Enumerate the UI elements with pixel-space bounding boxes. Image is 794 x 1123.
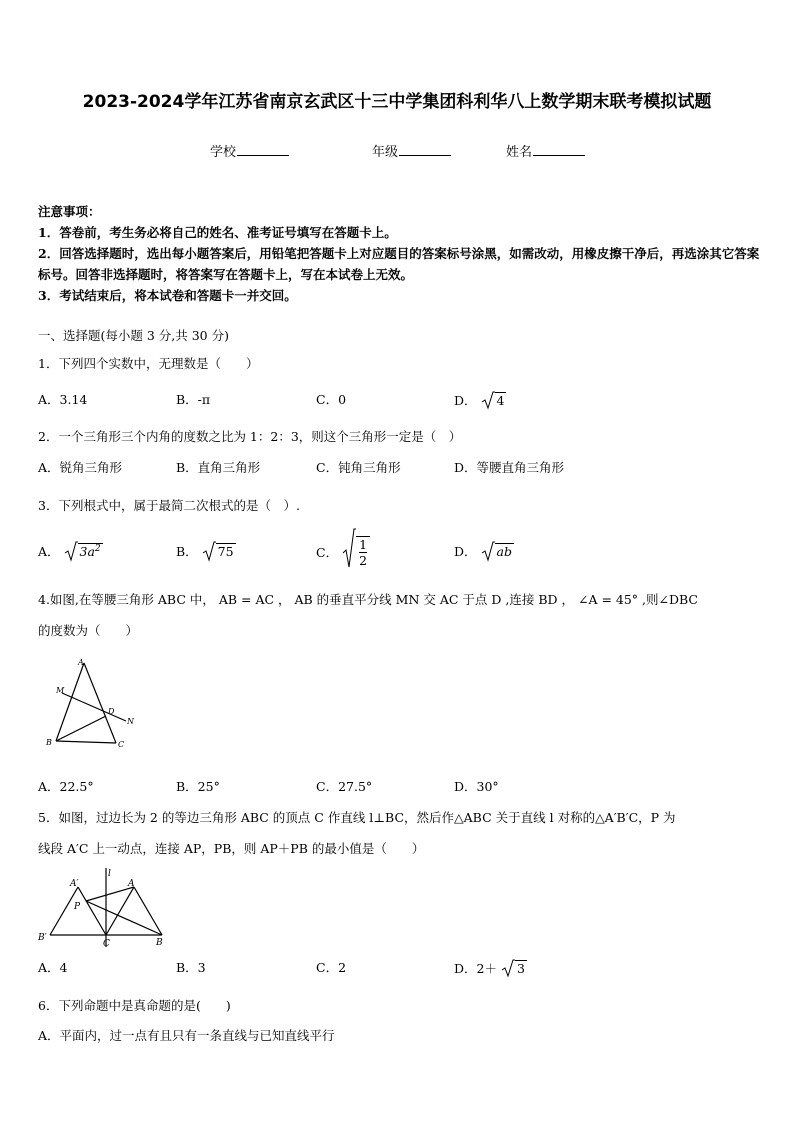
q3-option-d-radicand: ab [496, 544, 512, 559]
q4-label-n: N [127, 717, 134, 726]
q5-label-c: C [103, 939, 110, 949]
q2-option-a[interactable]: A．锐角三角形 [38, 460, 123, 475]
q4-label-a: A [78, 658, 84, 667]
q3-stem: 3．下列根式中，属于最简二次根式的是（ ）. [38, 498, 300, 513]
q3-option-a-radicand [78, 543, 103, 559]
q3-option-a-exponent: 2 [94, 543, 101, 554]
q4-option-d[interactable]: D．30° [454, 779, 499, 794]
q3-option-a[interactable] [38, 540, 103, 562]
q1-option-d-prefix: D． [454, 393, 477, 408]
section-heading: 一、选择题(每小题 3 分,共 30 分) [38, 328, 229, 343]
q3-option-a-base: 3a [79, 544, 95, 559]
name-blank[interactable] [533, 143, 585, 156]
school-blank[interactable] [237, 143, 289, 156]
sqrt-icon [481, 540, 495, 562]
q5-side-a-b [134, 887, 162, 935]
q1-stem: 1．下列四个实数中，无理数是（ ） [38, 356, 259, 371]
q4-option-c[interactable]: C．27.5° [316, 779, 373, 794]
q4-side-ac [84, 663, 116, 743]
q5-figure [36, 865, 176, 950]
q3-option-b-radicand: 75 [217, 544, 234, 559]
q5-label-aprime: A′ [70, 879, 79, 889]
q3-option-c-numerator: 1 [359, 537, 368, 552]
notice-item-1: 1．答卷前，考生务必将自己的姓名、准考证号填写在答题卡上。 [38, 225, 397, 240]
q1-option-b[interactable]: B．-π [176, 392, 211, 407]
q4-label-d: D [108, 707, 115, 716]
grade-blank[interactable] [399, 143, 451, 156]
school-label: 学校 [210, 145, 237, 160]
q1-option-d-radicand: 4 [496, 393, 505, 408]
q3-option-d[interactable] [454, 540, 514, 562]
q2-option-b[interactable]: B．直角三角形 [176, 460, 261, 475]
q3-option-c-fraction [356, 536, 370, 568]
q5-segment-pb [86, 901, 162, 935]
q4-stem-line2: 的度数为（ ） [38, 623, 139, 638]
q5-label-bprime: B′ [38, 933, 47, 943]
q3-option-c[interactable] [316, 527, 370, 569]
q4-label-c: C [118, 740, 125, 749]
sqrt-icon [342, 527, 356, 569]
q6-option-a[interactable]: A．平面内，过一点有且只有一条直线与已知直线平行 [38, 1028, 335, 1043]
q5-option-b[interactable]: B．3 [176, 960, 206, 975]
q2-option-d[interactable]: D．等腰直角三角形 [454, 460, 565, 475]
q2-stem: 2．一个三角形三个内角的度数之比为 1：2：3，则这个三角形一定是（ ） [38, 429, 462, 444]
q4-option-b[interactable]: B．25° [176, 779, 220, 794]
page-title: 2023-2024学年江苏省南京玄武区十三中学集团科利华八上数学期末联考模拟试题 [82, 92, 712, 112]
sqrt-icon [501, 958, 515, 978]
q3-option-b[interactable] [176, 540, 236, 562]
notice-heading: 注意事项： [38, 204, 101, 219]
name-field [506, 141, 585, 160]
school-field [210, 141, 289, 160]
q5-label-b: B [156, 938, 163, 948]
q1-option-d[interactable] [454, 390, 506, 410]
q1-option-c[interactable]: C．0 [316, 392, 347, 407]
sqrt-icon [64, 540, 78, 562]
q5-label-a: A [128, 879, 135, 889]
name-label: 姓名 [506, 145, 533, 160]
q5-stem-line2: 线段 A′C 上一动点，连接 AP，PB，则 AP＋PB 的最小值是（ ） [38, 841, 425, 856]
q4-stem-line1: 4.如图,在等腰三角形 ABC 中， AB = AC ， AB 的垂直平分线 MN 交 AC 于点 D ,连接 BD ， ∠A = 45° ,则∠DBC [38, 592, 698, 607]
notice-item-3: 3．考试结束后，将本试卷和答题卡一并交回。 [38, 288, 297, 303]
q4-side-bc [56, 741, 116, 743]
q4-label-b: B [46, 738, 52, 747]
q3-option-d-prefix: D． [454, 544, 477, 559]
notice-block [38, 201, 762, 306]
q5-option-a[interactable]: A．4 [38, 960, 68, 975]
q5-option-d-radicand: 3 [516, 961, 525, 976]
q4-option-a[interactable]: A．22.5° [38, 779, 94, 794]
q5-side-aprime-c [78, 887, 106, 935]
q5-stem-line1: 5．如图，过边长为 2 的等边三角形 ABC 的顶点 C 作直线 l⊥BC，然后作△ABC 关于直线 l 对称的△A′B′C，P 为 [38, 810, 676, 825]
q6-stem: 6．下列命题中是真命题的是( ) [38, 998, 231, 1013]
grade-field [372, 141, 451, 160]
q4-line-mn [62, 693, 126, 721]
q5-option-d-prefix: D．2＋ [454, 961, 497, 976]
notice-item-2: 2．回答选择题时，选出每小题答案后，用铅笔把答题卡上对应题目的答案标号涂黑，如需改动，用橡皮擦干净后，再选涂其它答案标号。回答非选择题时，将答案写在答题卡上，写在本试卷上无效。 [38, 246, 760, 282]
q4-figure [38, 655, 148, 755]
grade-label: 年级 [372, 145, 399, 160]
q3-option-c-denominator: 2 [359, 553, 368, 568]
sqrt-icon [202, 540, 216, 562]
q3-option-c-prefix: C． [316, 545, 339, 560]
q5-label-p: P [74, 902, 81, 912]
q5-option-c[interactable]: C．2 [316, 960, 347, 975]
q5-label-l: l [108, 869, 111, 879]
q1-option-a[interactable]: A．3.14 [38, 392, 88, 407]
q2-option-c[interactable]: C．钝角三角形 [316, 460, 401, 475]
q4-label-m: M [56, 686, 65, 695]
q5-option-d[interactable] [454, 958, 527, 978]
sqrt-icon [481, 390, 495, 410]
q3-option-a-prefix: A． [38, 544, 60, 559]
q3-option-b-prefix: B． [176, 544, 198, 559]
